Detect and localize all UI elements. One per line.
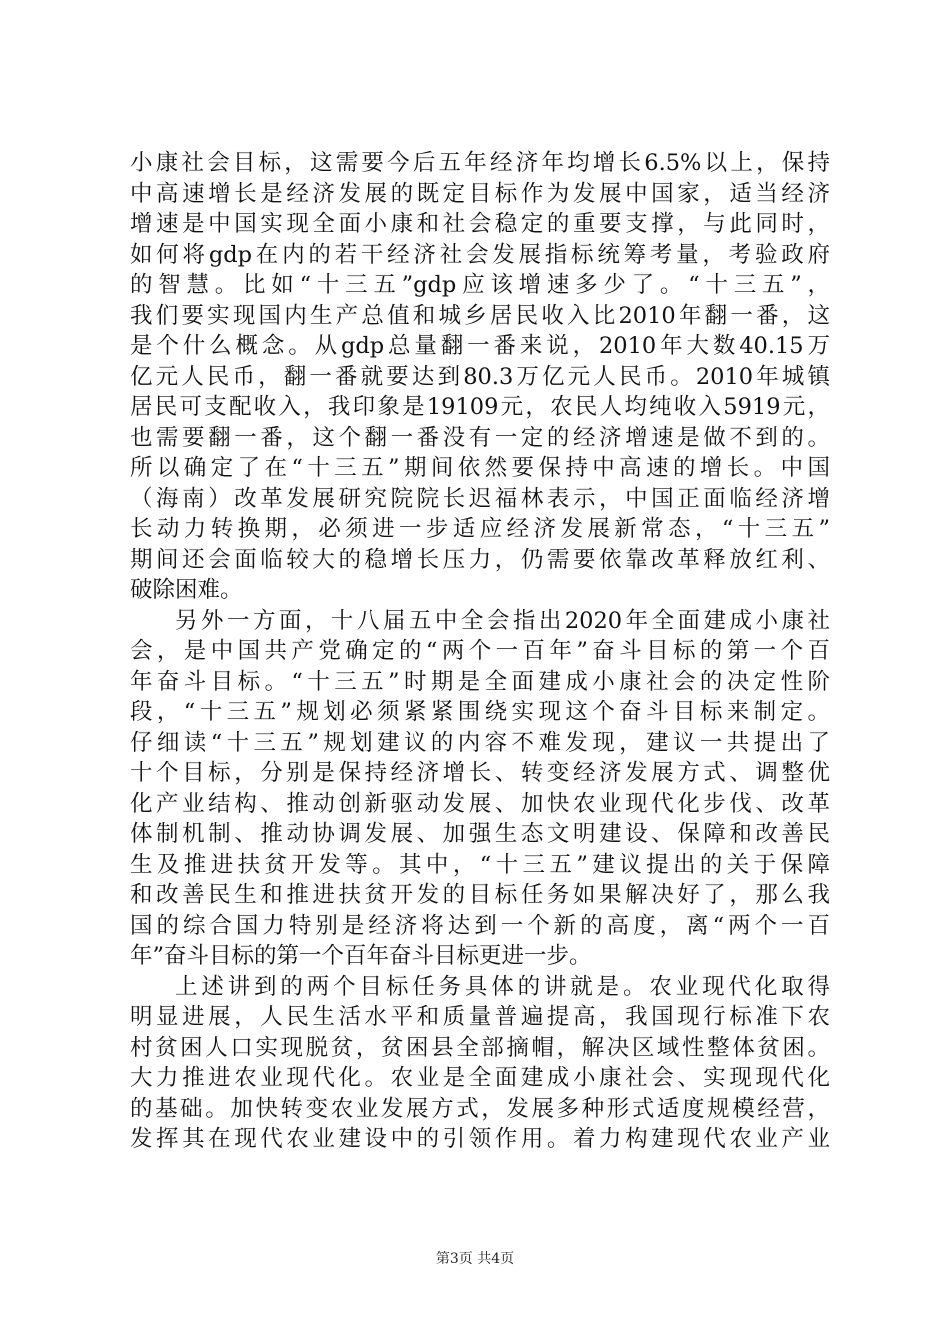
text-line: 期间还会面临较大的稳增长压力，仍需要依靠改革释放红利、 [130,546,830,573]
text-line: 体制机制、推动协调发展、加强生态文明建设、保障和改善民 [130,821,830,847]
text-line: 所以确定了在“十三五”期间依然要保持中高速的增长。中国 [130,455,830,481]
text-line: 如何将gdp在内的若干经济社会发展指标统筹考量，考验政府 [130,241,830,268]
text-line: 居民可支配收入，我印象是19109元，农民人均纯收入5919元， [130,394,830,420]
text-line: 段，“十三五”规划必须紧紧围绕实现这个奋斗目标来制定。 [130,699,830,725]
text-line: 长动力转换期，必须进一步适应经济发展新常态，“十三五” [130,516,830,542]
body-text [130,148,830,1155]
text-line: （海南）改革发展研究院院长迟福林表示，中国正面临经济增 [130,485,830,512]
text-line: 化产业结构、推动创新驱动发展、加快农业现代化步伐、改革 [130,790,830,817]
text-line: 国的综合国力特别是经济将达到一个新的高度，离“两个一百 [130,912,830,939]
text-line: 中高速增长是经济发展的既定目标作为发展中国家，适当经济 [130,180,830,207]
text-line: 年”奋斗目标的第一个百年奋斗目标更进一步。 [130,943,592,969]
text-line: 另外一方面，十八届五中全会指出2020年全面建成小康社 [175,607,830,634]
text-line: 发挥其在现代农业建设中的引领作用。着力构建现代农业产业 [130,1126,830,1152]
text-line: 十个目标，分别是保持经济增长、转变经济发展方式、调整优 [130,760,830,786]
text-line: 仔细读“十三五”规划建议的内容不难发现，建议一共提出了 [130,729,830,756]
text-line: 也需要翻一番，这个翻一番没有一定的经济增速是做不到的。 [130,424,830,451]
text-line: 生及推进扶贫开发等。其中，“十三五”建议提出的关于保障 [130,851,830,878]
text-line: 年奋斗目标。“十三五”时期是全面建成小康社会的决定性阶 [130,668,830,695]
text-line: 小康社会目标，这需要今后五年经济年均增长6.5%以上，保持 [130,150,830,176]
text-line: 增速是中国实现全面小康和社会稳定的重要支撑，与此同时， [130,211,830,237]
text-line: 破除困难。 [130,577,243,603]
text-line: 的智慧。比如“十三五”gdp应该增速多少了。“十三五”， [130,272,830,298]
text-line: 村贫困人口实现脱贫，贫困县全部摘帽，解决区域性整体贫困。 [130,1034,830,1061]
text-line: 亿元人民币，翻一番就要达到80.3万亿元人民币。2010年城镇 [130,363,830,390]
text-line: 我们要实现国内生产总值和城乡居民收入比2010年翻一番，这 [130,302,830,329]
text-line: 是个什么概念。从gdp总量翻一番来说，2010年大数40.15万 [130,333,830,359]
text-line: 上述讲到的两个目标任务具体的讲就是。农业现代化取得 [175,973,830,1000]
text-line: 和改善民生和推进扶贫开发的目标任务如果解决好了，那么我 [130,882,830,908]
text-line: 明显进展，人民生活水平和质量普遍提高，我国现行标准下农 [130,1004,830,1030]
page-number: 第3页 共4页 [435,1251,515,1267]
text-line: 的基础。加快转变农业发展方式，发展多种形式适度规模经营， [130,1095,830,1122]
text-line: 大力推进农业现代化。农业是全面建成小康社会、实现现代化 [130,1065,830,1091]
text-line: 会，是中国共产党确定的“两个一百年”奋斗目标的第一个百 [130,638,830,664]
